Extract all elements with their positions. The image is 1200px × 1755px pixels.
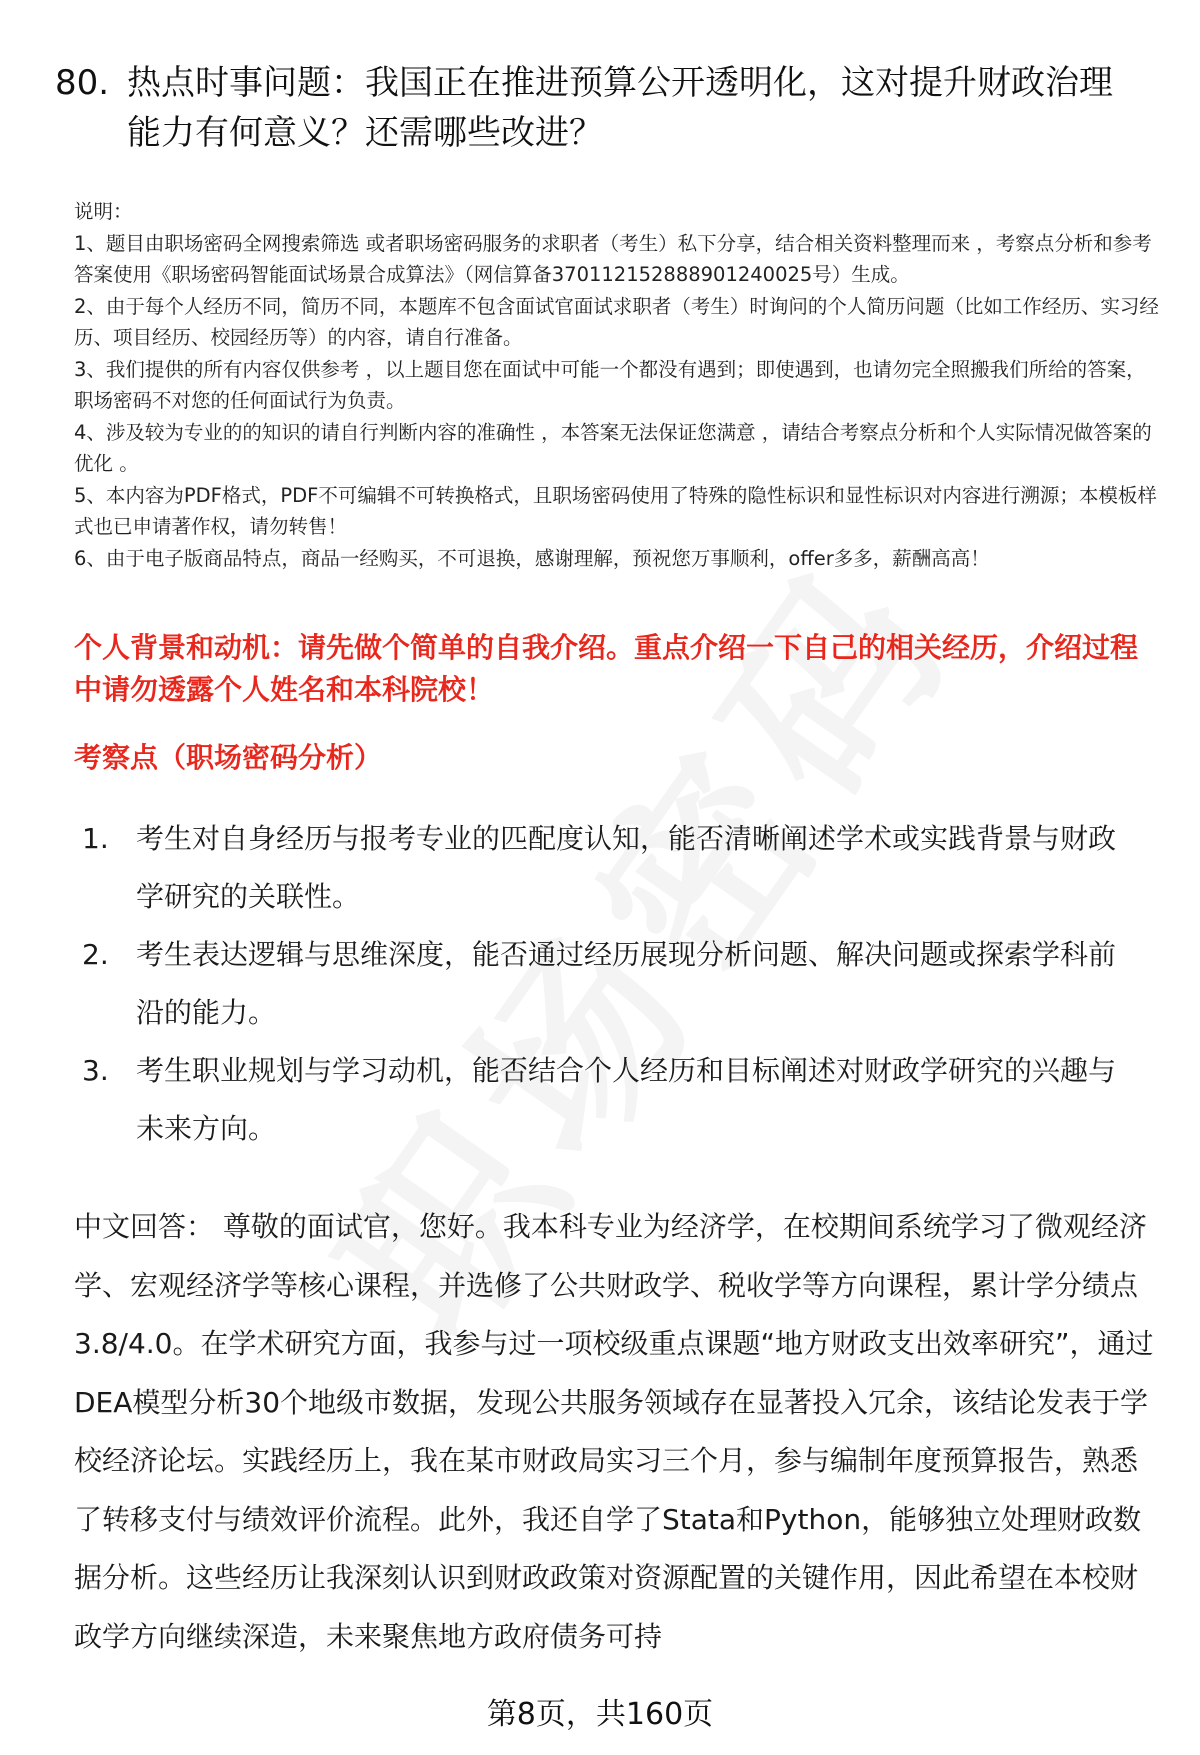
point-number: 1.	[82, 822, 109, 855]
note-item: 4、涉及较为专业的的知识的请自行判断内容的准确性 ，本答案无法保证您满意 ，请结合考察点分析和个人实际情况做答案的优化 。	[74, 420, 1152, 475]
notes-heading: 说明：	[74, 200, 133, 223]
analysis-point	[74, 926, 1160, 1042]
answer-paragraph	[74, 1198, 1160, 1666]
note-item: 6、由于电子版商品特点，商品一经购买，不可退换，感谢理解，预祝您万事顺利，offer多多，薪酬高高！	[74, 546, 990, 570]
analysis-title: 考察点（职场密码分析）	[74, 741, 383, 774]
notes-block	[74, 196, 1160, 574]
note-item: 3、我们提供的所有内容仅供参考 ，以上题目您在面试中可能一个都没有遇到；即使遇到，也请勿完全照搬我们所给的答案，职场密码不对您的任何面试行为负责。	[74, 357, 1146, 412]
point-number: 2.	[82, 938, 109, 971]
note-item: 1、题目由职场密码全网搜索筛选 或者职场密码服务的求职者（考生）私下分享，结合相关资料整理而来 ，考察点分析和参考答案使用《职场密码智能面试场景合成算法》（网信算备370112152888901240025号）生成。	[74, 231, 1152, 286]
question-heading	[55, 58, 1145, 158]
analysis-points	[74, 810, 1160, 1158]
point-text: 考生对自身经历与报考专业的匹配度认知，能否清晰阐述学术或实践背景与财政学研究的关联性。	[136, 822, 1117, 913]
point-number: 3.	[82, 1054, 109, 1087]
note-item: 2、由于每个人经历不同，简历不同，本题库不包含面试官面试求职者（考生）时询问的个人简历问题（比如工作经历、实习经历、项目经历、校园经历等）的内容，请自行准备。	[74, 294, 1159, 349]
question-text: 热点时事问题：我国正在推进预算公开透明化，这对提升财政治理能力有何意义？还需哪些改进？	[127, 63, 1113, 153]
analysis-point	[74, 1042, 1160, 1158]
analysis-point	[74, 810, 1160, 926]
question-number: 80.	[55, 63, 110, 103]
point-text: 考生表达逻辑与思维深度，能否通过经历展现分析问题、解决问题或探索学科前沿的能力。	[136, 938, 1117, 1029]
background-question: 个人背景和动机：请先做个简单的自我介绍。重点介绍一下自己的相关经历，介绍过程中请勿透露个人姓名和本科院校！	[74, 631, 1139, 706]
answer-label: 中文回答：	[74, 1210, 215, 1243]
point-text: 考生职业规划与学习动机，能否结合个人经历和目标阐述对财政学研究的兴趣与未来方向。	[136, 1054, 1117, 1145]
answer-text: 尊敬的面试官，您好。我本科专业为经济学，在校期间系统学习了微观经济学、宏观经济学等核心课程，并选修了公共财政学、税收学等方向课程，累计学分绩点3.8/4.0。在学术研究方面，我参与过一项校级重点课题“地方财政支出效率研究”，通过DEA模型分析30个地级市数据，发现公共服务领域存在显著投入冗余，该结论发表于学校经济论坛。实践经历上，我在某市财政局实习三个月，参与编制年度预算报告，熟悉了转移支付与绩效评价流程。此外，我还自学了Stata和Python，能够独立处理财政数据分析。这些经历让我深刻认识到财政政策对资源配置的关键作用，因此希望在本校财政学方向继续深造，未来聚焦地方政府债务可持	[74, 1210, 1154, 1653]
page-footer: 第8页，共160页	[486, 1697, 714, 1732]
note-item: 5、本内容为PDF格式，PDF不可编辑不可转换格式，且职场密码使用了特殊的隐性标识和显性标识对内容进行溯源；本模板样式也已申请著作权，请勿转售！	[74, 483, 1157, 538]
